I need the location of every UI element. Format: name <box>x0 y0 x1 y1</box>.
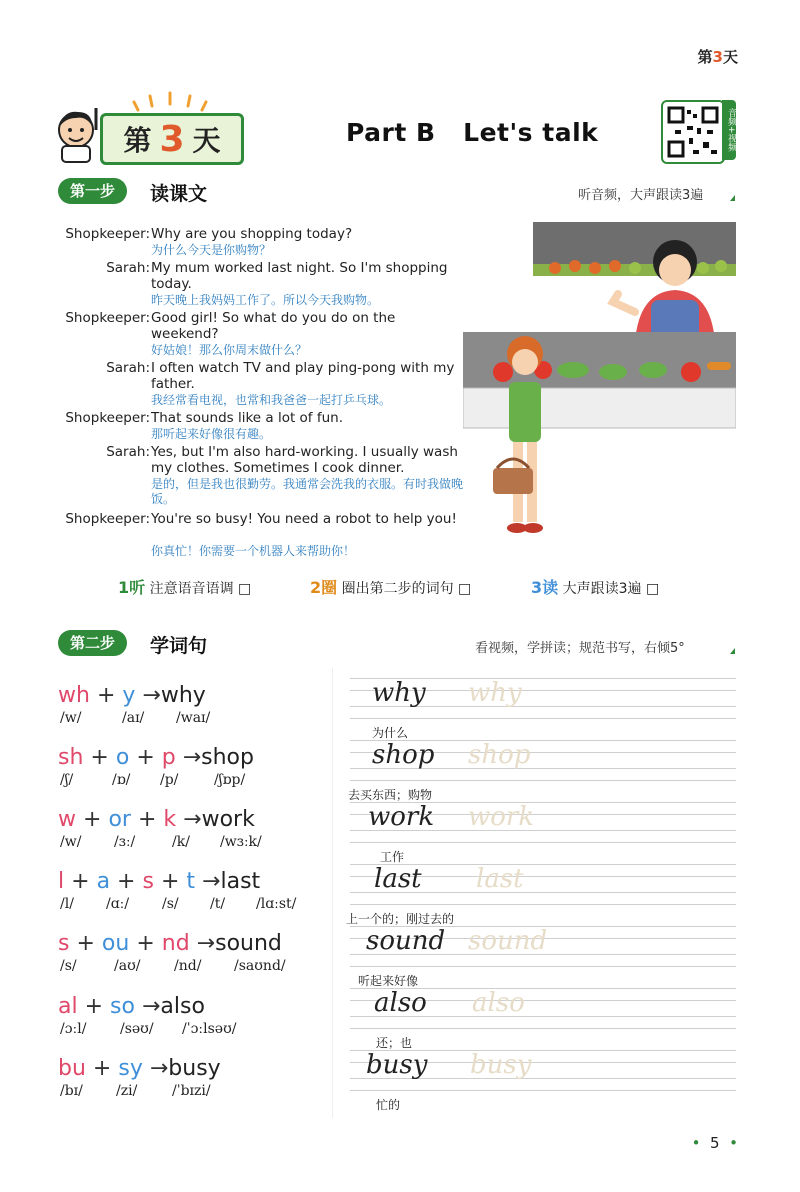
qr-media-label: 音频+视频 <box>722 100 736 160</box>
lesson-title: Part B Let's talk <box>346 118 599 147</box>
day-corner-label: 第3天 <box>697 48 738 66</box>
handwritten-word: work <box>368 802 435 832</box>
speaker-label: Shopkeeper: <box>65 310 150 326</box>
handwritten-word: sound <box>366 926 446 956</box>
guide-line <box>350 1028 736 1029</box>
ipa: /aʊ/ <box>114 958 141 974</box>
ipa: /lɑːst/ <box>256 896 297 912</box>
qr-code-icon[interactable] <box>661 100 725 164</box>
dialogue-english: Good girl! So what do you do on the weekend? <box>151 310 396 342</box>
step-two-hint: 看视频，学拼读；规范书写，右倾5° <box>475 641 685 656</box>
handwritten-word: shop <box>372 740 435 770</box>
dialogue-chinese: 我经常看电视，也常和我爸爸一起打乒乓球。 <box>151 393 392 407</box>
word-gloss: 去买东西；购物 <box>348 788 433 802</box>
ipa: /k/ <box>172 834 190 850</box>
column-divider <box>332 668 333 1118</box>
step-two-badge: 第二步 <box>58 630 127 656</box>
word-build-work: w + or + k →work <box>58 807 255 832</box>
dialogue-english: I often watch TV and play ping-pong with my father. <box>151 360 455 392</box>
ipa: /bɪ/ <box>60 1083 83 1099</box>
trace-word[interactable]: shop <box>468 740 531 770</box>
task-listen: 1听 注意语音语调 □ <box>118 578 252 597</box>
ipa: /l/ <box>60 896 74 912</box>
ipa: /ˈbɪzi/ <box>172 1083 211 1099</box>
sunrays-decoration-icon <box>130 88 210 114</box>
speaker-label: Sarah: <box>106 360 150 376</box>
ipa: /s/ <box>162 896 179 912</box>
dialogue-english: That sounds like a lot of fun. <box>151 410 344 426</box>
trace-word[interactable]: busy <box>470 1050 532 1080</box>
handwritten-word: why <box>372 678 426 708</box>
dialogue-english: Why are you shopping today? <box>151 226 353 242</box>
hint-corner-icon <box>730 195 735 201</box>
word-build-also: al + so →also <box>58 994 205 1019</box>
ipa: /ʃɒp/ <box>214 772 246 788</box>
ipa: /səʊ/ <box>120 1021 154 1037</box>
day-unit: 天 <box>722 48 738 66</box>
word-gloss: 听起来好像 <box>358 974 419 988</box>
dialogue-chinese: 你真忙！你需要一个机器人来帮助你！ <box>151 544 356 558</box>
word-gloss: 忙的 <box>376 1098 401 1112</box>
speaker-label: Shopkeeper: <box>65 410 150 426</box>
word-build-last: l + a + s + t →last <box>58 869 261 894</box>
speaker-label: Shopkeeper: <box>65 511 150 527</box>
page-number: • 5 • <box>691 1134 738 1152</box>
speaker-label: Sarah: <box>106 260 150 276</box>
ipa: /ɑː/ <box>106 896 130 912</box>
dialogue-chinese: 好姑娘！那么你周末做什么？ <box>151 343 308 357</box>
guide-line <box>350 718 736 719</box>
word-build-busy: bu + sy →busy <box>58 1056 221 1081</box>
hint-corner-icon <box>730 648 735 654</box>
ipa: /ɔːl/ <box>60 1021 87 1037</box>
step-one-hint: 听音频，大声跟读3遍 <box>578 188 704 203</box>
guide-line <box>350 1090 736 1091</box>
word-build-shop: sh + o + p →shop <box>58 745 254 770</box>
speaker-label: Sarah: <box>106 444 150 460</box>
ipa: /s/ <box>60 958 77 974</box>
word-gloss: 为什么 <box>372 726 409 740</box>
step-one-badge: 第一步 <box>58 178 127 204</box>
dialogue-chinese: 为什么今天是你购物？ <box>151 243 272 257</box>
ipa: /t/ <box>210 896 226 912</box>
ipa: /ɜː/ <box>114 834 136 850</box>
dialogue-chinese: 昨天晚上我妈妈工作了。所以今天我购物。 <box>151 293 380 307</box>
guide-line <box>350 842 736 843</box>
day-badge: 第 3 天 <box>100 113 244 165</box>
dialogue-english: You're so busy! You need a robot to help you! <box>151 511 457 527</box>
task-read: 3读 大声跟读3遍 □ <box>531 578 660 597</box>
handwritten-word: busy <box>366 1050 428 1080</box>
ipa: /w/ <box>60 834 82 850</box>
guide-line <box>350 780 736 781</box>
dialogue-english: My mum worked last night. So I'm shopping today. <box>151 260 448 292</box>
word-gloss: 上一个的；刚过去的 <box>346 912 455 926</box>
ipa: /p/ <box>160 772 179 788</box>
ipa: /zi/ <box>116 1083 138 1099</box>
ipa: /aɪ/ <box>122 710 145 726</box>
dialogue-english: Yes, but I'm also hard-working. I usually wash my clothes. Sometimes I cook dinner. <box>151 444 458 476</box>
ipa: /w/ <box>60 710 82 726</box>
ipa: /wɜːk/ <box>220 834 262 850</box>
dialogue-chinese: 是的，但是我也很勤劳。我通常会洗我的衣服。有时我做晚饭。 <box>151 477 464 506</box>
word-build-why: wh + y →why <box>58 683 206 708</box>
handwritten-word: last <box>374 864 422 894</box>
guide-line <box>350 904 736 905</box>
word-gloss: 还；也 <box>376 1036 413 1050</box>
ipa: /nd/ <box>174 958 202 974</box>
ipa: /saʊnd/ <box>234 958 286 974</box>
word-build-sound: s + ou + nd →sound <box>58 931 282 956</box>
trace-word[interactable]: why <box>468 678 522 708</box>
ipa: /ɒ/ <box>112 772 131 788</box>
ipa: /ʃ/ <box>60 772 74 788</box>
handwritten-word: also <box>374 988 427 1018</box>
task-circle: 2圈 圈出第二步的词句 □ <box>310 578 472 597</box>
shop-scene-illustration <box>463 222 736 552</box>
step-one-title: 读课文 <box>150 183 208 205</box>
ipa: /ˈɔːlsəʊ/ <box>182 1021 237 1037</box>
step-two-title: 学词句 <box>150 635 208 657</box>
trace-word[interactable]: work <box>468 802 535 832</box>
guide-line <box>350 966 736 967</box>
ipa: /waɪ/ <box>176 710 211 726</box>
trace-word[interactable]: also <box>472 988 525 1018</box>
trace-word[interactable]: sound <box>468 926 548 956</box>
dialogue-chinese: 那听起来好像很有趣。 <box>151 427 272 441</box>
word-gloss: 工作 <box>380 850 405 864</box>
trace-word[interactable]: last <box>476 864 524 894</box>
speaker-label: Shopkeeper: <box>65 226 150 242</box>
